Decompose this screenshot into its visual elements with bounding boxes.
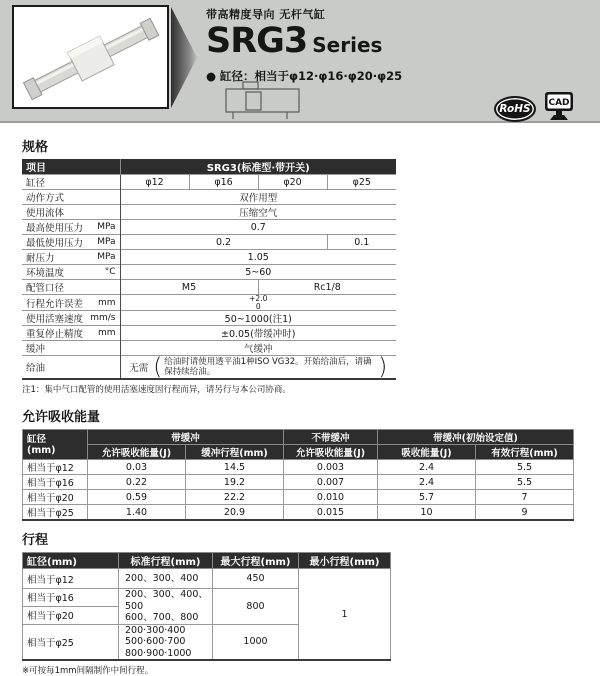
stroke-col-bore: 缸径(mm) [23, 553, 119, 569]
energy-cell: 7 [476, 490, 574, 505]
stroke-bore-12: 相当于φ12 [23, 569, 119, 589]
spec-bore-12: φ12 [120, 175, 189, 190]
spec-footnote: 注1：集中气口配管的使用活塞速度因行程而异，请另行与本公司协商。 [22, 385, 291, 395]
spec-col-model: SRG3(标准型·带开关) [120, 159, 396, 175]
spec-label-text: 使用活塞速度 [26, 314, 84, 325]
table-row [23, 460, 574, 475]
spec-header-row [22, 159, 396, 175]
spec-label [22, 265, 120, 280]
energy-cell: 20.9 [186, 505, 284, 521]
rodless-cylinder-illustration [14, 7, 167, 107]
spec-value-b: Rc1/8 [258, 280, 396, 295]
series-word: Series [312, 33, 383, 57]
table-row [23, 569, 391, 589]
spec-label-bore: 缸径 [22, 175, 120, 190]
table-row [22, 250, 396, 265]
table-row [22, 175, 396, 190]
energy-cell: 22.2 [186, 490, 284, 505]
stroke-std-25 [119, 624, 213, 660]
spec-value: 双作用型 [120, 190, 396, 205]
energy-bore: 相当于φ12 [23, 460, 88, 475]
stroke-min-all: 1 [299, 569, 391, 661]
spec-label: 使用流体 [22, 205, 120, 220]
table-row [22, 220, 396, 235]
tolerance-upper: +2.0 [249, 294, 268, 303]
energy-bore: 相当于φ25 [23, 505, 88, 521]
spec-col-item: 项目 [22, 159, 120, 175]
spec-unit: mm [97, 297, 116, 308]
stroke-bore-25: 相当于φ25 [23, 624, 119, 660]
energy-sub-energy: 允许吸收能量(J) [88, 445, 186, 460]
series-name: SRG3 [206, 21, 308, 61]
energy-col-bore-l1: 缸径 [27, 433, 47, 445]
spec-label: 动作方式 [22, 190, 120, 205]
spec-section-title: 规格 [22, 140, 49, 155]
energy-cell: 1.40 [88, 505, 186, 521]
energy-bore: 相当于φ16 [23, 475, 88, 490]
stroke-col-std: 标准行程(mm) [119, 553, 213, 569]
spec-label: 配管口径 [22, 280, 120, 295]
stroke-std-16-20-l1: 200、300、400、500 [125, 589, 208, 612]
spec-value-a: M5 [120, 280, 258, 295]
svg-text:CAD: CAD [548, 98, 570, 108]
energy-table [22, 429, 574, 521]
table-row [23, 490, 574, 505]
stroke-section-title: 行程 [22, 533, 49, 548]
spec-tolerance [120, 295, 396, 311]
table-row [22, 326, 396, 341]
product-subtitle: 带高精度导向 无杆气缸 [206, 8, 326, 21]
spec-bore-25: φ25 [327, 175, 396, 190]
table-row [22, 356, 396, 380]
energy-cell: 2.4 [378, 460, 476, 475]
product-photo [12, 5, 169, 109]
energy-cell: 10 [378, 505, 476, 521]
stroke-header-row [23, 553, 391, 569]
stroke-max-25: 1000 [213, 624, 299, 660]
spec-label [22, 250, 120, 265]
table-row [22, 295, 396, 311]
stroke-std-16-20-l2: 600、700、800 [125, 612, 199, 623]
energy-sub-absorb: 吸收能量(J) [378, 445, 476, 460]
oil-note-text: 给油时请使用透平油1种ISO VG32。开始给油后，请确保持续给油。 [164, 356, 372, 377]
spec-value: 50~1000(注1) [120, 311, 396, 326]
energy-cell: 0.59 [88, 490, 186, 505]
stroke-col-min: 最小行程(mm) [299, 553, 391, 569]
spec-value: 5~60 [120, 265, 396, 280]
spec-label-text: 耐压力 [26, 253, 55, 264]
table-row [22, 205, 396, 220]
spec-unit: mm/s [90, 313, 116, 323]
series-title [206, 22, 402, 66]
table-row [22, 341, 396, 356]
cad-icon [544, 91, 574, 122]
stroke-std-12: 200、300、400 [119, 569, 213, 589]
spec-unit: MPa [97, 222, 116, 232]
stroke-bore-16: 相当于φ16 [23, 589, 119, 607]
energy-sub-stroke: 缓冲行程(mm) [186, 445, 284, 460]
tolerance-lower: 0 [255, 301, 261, 311]
paren-open: ( [153, 354, 163, 380]
spec-unit: MPa [97, 237, 116, 247]
spec-value-a: 0.2 [120, 235, 327, 250]
spec-label: 给油 [22, 356, 120, 380]
energy-cell: 5.5 [476, 475, 574, 490]
arrow-triangle-icon [171, 7, 197, 108]
spec-table [22, 159, 396, 380]
energy-cell: 0.22 [88, 475, 186, 490]
spec-value: 1.05 [120, 250, 396, 265]
table-row [22, 311, 396, 326]
spec-value: 压缩空气 [120, 205, 396, 220]
energy-cell: 5.5 [476, 460, 574, 475]
energy-sub-energy2: 允许吸收能量(J) [284, 445, 378, 460]
spec-label-text: 最高使用压力 [26, 223, 84, 234]
spec-label: 缓冲 [22, 341, 120, 356]
energy-cell: 0.010 [284, 490, 378, 505]
energy-cell: 0.007 [284, 475, 378, 490]
oil-main-value: 无需 [129, 363, 149, 374]
energy-cell: 19.2 [186, 475, 284, 490]
spec-value: 气缓冲 [120, 341, 396, 356]
energy-bore: 相当于φ20 [23, 490, 88, 505]
energy-col-bore [23, 430, 88, 460]
schematic-drawing [221, 79, 303, 121]
rohs-badge [494, 96, 536, 122]
table-row [22, 265, 396, 280]
spec-bore-20: φ20 [258, 175, 327, 190]
spec-label [22, 311, 120, 326]
spec-label-text: 最低使用压力 [26, 238, 84, 249]
energy-cell: 2.4 [378, 475, 476, 490]
spec-unit: mm [97, 328, 116, 338]
stroke-std-16-20 [119, 589, 213, 625]
energy-cell: 0.03 [88, 460, 186, 475]
energy-group-with-cushion: 带缓冲 [88, 430, 284, 445]
energy-header-row-2 [23, 445, 574, 460]
paren-close: ) [378, 354, 388, 380]
spec-value: 0.7 [120, 220, 396, 235]
stroke-col-max: 最大行程(mm) [213, 553, 299, 569]
spec-label-text: 环境温度 [26, 268, 65, 279]
energy-cell: 14.5 [186, 460, 284, 475]
table-row [22, 190, 396, 205]
stroke-std-25-l1: 200·300·400 [125, 624, 186, 636]
energy-group-cushion-initial: 带缓冲(初始设定值) [378, 430, 574, 445]
energy-section-title: 允许吸收能量 [22, 410, 101, 425]
spec-value: ±0.05(带缓冲时) [120, 326, 396, 341]
spec-label [22, 220, 120, 235]
stroke-table [22, 552, 391, 661]
spec-label [22, 326, 120, 341]
table-row [23, 505, 574, 521]
bore-size-line: ● 缸径：相当于φ12·φ16·φ20·φ25 [206, 69, 403, 83]
spec-bore-16: φ16 [189, 175, 258, 190]
rohs-badge-label: RoHS [499, 103, 531, 115]
energy-cell: 0.003 [284, 460, 378, 475]
stroke-footnote: ※可按每1mm间隔制作中间行程。 [22, 666, 154, 676]
title-block [206, 6, 402, 84]
spec-label [22, 235, 120, 250]
stroke-std-25-l2: 500·600·700 [125, 636, 186, 647]
spec-oil-value [120, 356, 396, 380]
table-row [22, 235, 396, 250]
energy-header-row-1 [23, 430, 574, 445]
energy-group-without-cushion: 不带缓冲 [284, 430, 378, 445]
energy-sub-eff: 有效行程(mm) [476, 445, 574, 460]
table-row [22, 280, 396, 295]
stroke-max-12: 450 [213, 569, 299, 589]
stroke-std-25-l3: 800·900·1000 [125, 647, 192, 659]
stroke-bore-20: 相当于φ20 [23, 606, 119, 624]
table-row [23, 475, 574, 490]
page-header [0, 0, 600, 123]
energy-cell: 5.7 [378, 490, 476, 505]
spec-unit: MPa [97, 252, 116, 262]
energy-cell: 0.015 [284, 505, 378, 521]
spec-label-text: 重复停止精度 [26, 329, 84, 340]
spec-value-b: 0.1 [327, 235, 396, 250]
spec-label-text: 行程允许误差 [26, 298, 84, 310]
energy-col-bore-l2: (mm) [27, 444, 56, 456]
stroke-max-16-20: 800 [213, 589, 299, 625]
energy-cell: 9 [476, 505, 574, 521]
spec-label [22, 295, 120, 311]
spec-unit: °C [104, 267, 116, 277]
